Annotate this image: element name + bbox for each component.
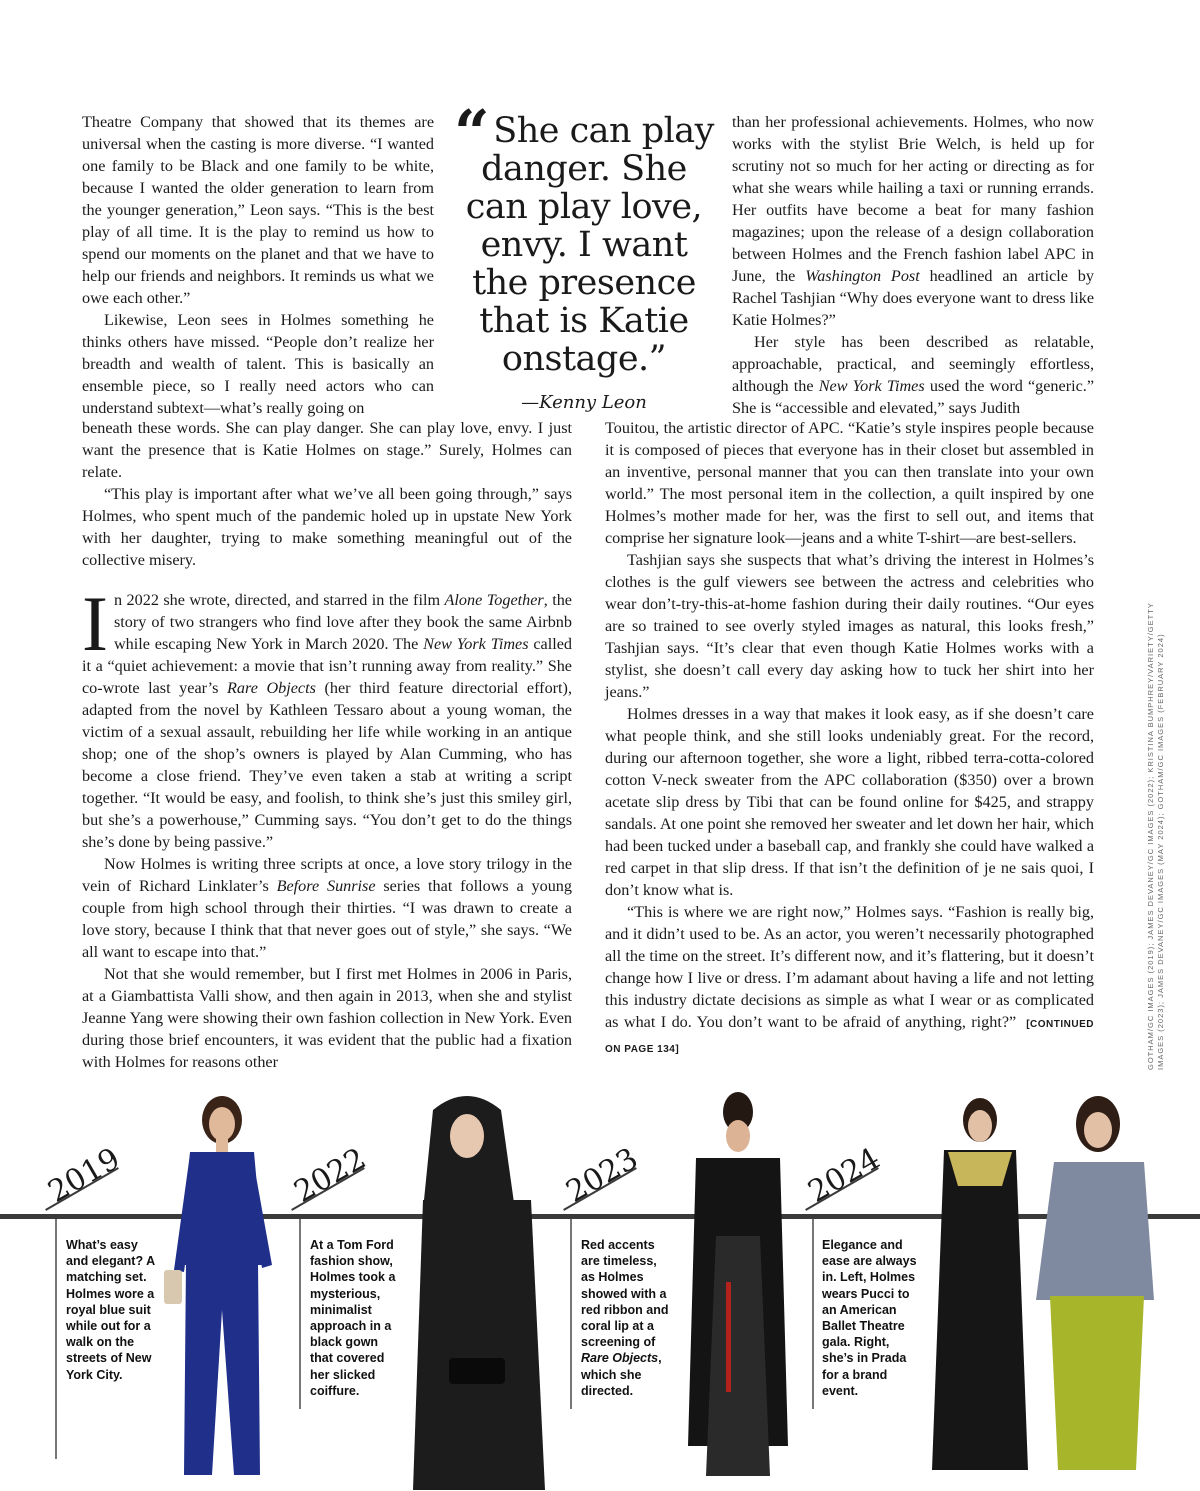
article-column-right-top [732, 111, 1094, 419]
paragraph: Holmes dresses in a way that makes it look easy, as if she doesn’t care what people think, and she still looks undeniably great. For the record, during our afternoon together, she wore a light, ribbed terra-cotta-colored cotton V-neck sweater from the APC collaboration ($350) over a brown acetate slip dress by Tibi that can be found online for $425, and strappy sandals. At one point she removed her sweater and let down her hair, which had been tucked under a baseball cap, and frankly she could have walked a red carpet in that slip dress. If that isn’t the definition of je ne sais quoi, I don’t know what is. [605, 705, 1094, 899]
photo-2024-prada-outfit [1028, 1090, 1158, 1490]
figure-illustration [160, 1090, 280, 1485]
caption-2019: What’s easy and elegant? A matching set. Holmes wore a royal blue suit while out for a walk on the streets of New York City. [66, 1238, 155, 1382]
timeline-tick [299, 1219, 301, 1409]
face [450, 1114, 484, 1158]
satin-skirt [1050, 1296, 1144, 1470]
clutch [449, 1358, 505, 1384]
pull-quote-text [450, 96, 718, 379]
article-column-left [82, 417, 572, 1073]
skirt [706, 1236, 770, 1476]
gown [413, 1200, 545, 1490]
pull-quote-attribution: —Kenny Leon [521, 392, 647, 413]
paragraph: than her professional achievements. Holmes, who now works with the stylist Brie Welch, is held up for scrutiny not so much for her acting or directing as for what she wears while hailing a taxi or running errands. Her outfits have become a beat for many fashion magazines; upon the release of a design collaboration between Holmes and the French fashion label APC in June, the Washington Post headlined an article by Rachel Tashjian “Why does everyone want to dress like Katie Holmes?” [732, 113, 1094, 329]
paragraph: Touitou, the artistic director of APC. “Katie’s style inspires people because it is composed of pieces that everyone has in their closet but assembled in an inventive, personal manner that you can then translate into your own world.” The most personal item in the collection, a quilt inspired by one Holmes’s mother made for her, was the first to sell out, and items that comprise her signature look—jeans and a white T-shirt—are best-sellers. [605, 419, 1094, 547]
photo-2023-black-coat [682, 1086, 794, 1486]
timeline-year-2024: 2024 [802, 1141, 886, 1210]
face [968, 1110, 992, 1142]
trousers [184, 1262, 260, 1475]
photo-credit: GOTHAM/GC IMAGES (2019); JAMES DEVANEY/GC IMAGES (2022); KRISTINA BUMPHREY/VARIETY/GETTY IMAGES (2023); JAMES DEVANEY/GC IMAGES (MAY 2024); GOTHAM/GC IMAGES (FEBRUARY 2024) [1146, 602, 1165, 1070]
embellished-collar [948, 1152, 1012, 1186]
face [726, 1120, 750, 1152]
article-column-right [605, 417, 1094, 1061]
paragraph: Likewise, Leon sees in Holmes something he thinks others have missed. “People don’t realize her breadth and wealth of talent. This is basically an ensemble piece, so I really need actors who can understand subtext—what’s really going on [82, 311, 434, 417]
face [209, 1107, 235, 1141]
neck [216, 1138, 228, 1152]
paragraph: beneath these words. She can play danger. She can play love, envy. I just want the presence that is Katie Holmes on stage.” Surely, Holmes can relate. [82, 419, 572, 481]
timeline-year-2023: 2023 [560, 1141, 644, 1210]
timeline-year-2019: 2019 [42, 1141, 126, 1210]
quote-mark-icon: “ [454, 96, 490, 169]
paragraph: Now Holmes is writing three scripts at once, a love story trilogy in the vein of Richard Linklater’s Before Sunrise series that follows a young couple from high school through their thirties. “I was drawn to create a love story, because I think that that never goes out of style,” she says. “We all want to escape into that.” [82, 855, 572, 961]
figure-illustration [1028, 1090, 1158, 1490]
face [1084, 1112, 1112, 1148]
article-column-left-top [82, 111, 434, 419]
timeline-tick [55, 1219, 57, 1459]
paragraph-dropcap: In 2022 she wrote, directed, and starred in the film Alone Together, the story of two strangers who find love after they book the same Airbnb while escaping New York in March 2020. The New York Times called it a “quiet achievement: a movie that isn’t running away from reality.” She co-wrote last year’s Rare Objects (her third feature directorial effort), adapted from the novel by Kathleen Tessaro about a young woman, the victim of a sexual assault, rebuilding her life while working in an antique shop; one of the shop’s owners is played by Alan Cumming, who has become a close friend. They’ve even taken a stab at writing a script together. “It would be easy, and foolish, to think she’s just this smiley girl, but she’s a powerhouse,” Cumming says. “You don’t get to do the things she’s done by being passive.” [82, 580, 572, 851]
red-ribbon [726, 1282, 731, 1392]
caption-2022: At a Tom Ford fashion show, Holmes took a mysterious, minimalist approach in a black gown that covered her slicked coiffure. [310, 1238, 396, 1398]
pull-quote-body: She can play danger. She can play love, envy. I want the presence that is Katie onstage.” [465, 111, 714, 379]
drop-cap: I [82, 580, 108, 667]
paragraph: “This play is important after what we’ve all been going through,” says Holmes, who spent much of the pandemic holed up in upstate New York with her daughter, trying to make something meaningful out of the collective misery. [82, 485, 572, 569]
continued-link[interactable]: [CONTINUED ON PAGE 134] [605, 1019, 1094, 1055]
photo-2024-pucci-dress [930, 1090, 1030, 1490]
paragraph: “This is where we are right now,” Holmes says. “Fashion is really big, and it didn’t used to be. As an actor, you weren’t necessarily photographed all the time on the street. It’s different now, and it’s flattering, but it doesn’t change how I live or dress. I’m adamant about having a life and not letting this industry dictate decisions as simple as what I wear or as complicated as what I do. You don’t want to be afraid of anything, right?” [CONTINUED ON PAGE 134] [605, 903, 1094, 1055]
handbag [164, 1270, 182, 1304]
paragraph: Her style has been described as relatable, approachable, practical, and seemingly effortless, although the New York Times used the word “generic.” She is “accessible and elevated,” says Judith [732, 333, 1095, 417]
caption-2023: Red accents are timeless, as Holmes showed with a red ribbon and coral lip at a screening of Rare Objects, which she directed. [581, 1238, 669, 1398]
photo-2022-black-gown [405, 1090, 550, 1490]
cardigan [1036, 1162, 1154, 1300]
paragraph: Not that she would remember, but I first met Holmes in 2006 in Paris, at a Giambattista Valli show, and then again in 2013, when she and stylist Jeanne Yang were showing their own fashion collection in New York. Even during those brief encounters, it was evident that the public had a fixation with Holmes for reasons other [82, 965, 572, 1071]
figure-illustration [682, 1086, 794, 1486]
paragraph: Theatre Company that showed that its themes are universal when the casting is more diverse. “I wanted one family to be Black and one family to be white, because I wanted the older generation to learn from the younger generation,” Leon says. “This is the best play of all time. It is the play to remind us how to spend our moments on the planet and that we have to help our friends and neighbors. It reminds us what we owe each other.” [82, 113, 434, 307]
paragraph: Tashjian says she suspects that what’s driving the interest in Holmes’s clothes is the gulf viewers see between the actress and celebrities who wear don’t-try-this-at-home fashion during their daily routines. “Our eyes are so trained to see overly styled images as natural, this looks fresh,” Tashjian says. “It’s clear that even though Katie Holmes works with a stylist, she doesn’t call every day asking how to tuck her shirt into her jeans.” [605, 551, 1094, 701]
caption-2024: Elegance and ease are always in. Left, Holmes wears Pucci to an American Ballet Theatre gala. Right, she’s in Prada for a brand event. [822, 1238, 917, 1398]
timeline-tick [570, 1219, 572, 1409]
figure-illustration [405, 1090, 550, 1490]
dress [932, 1150, 1028, 1470]
pull-quote [450, 96, 718, 413]
timeline-tick [812, 1219, 814, 1409]
figure-illustration [930, 1090, 1030, 1490]
photo-2019-blue-suit [160, 1090, 280, 1485]
timeline-year-2022: 2022 [288, 1141, 372, 1210]
